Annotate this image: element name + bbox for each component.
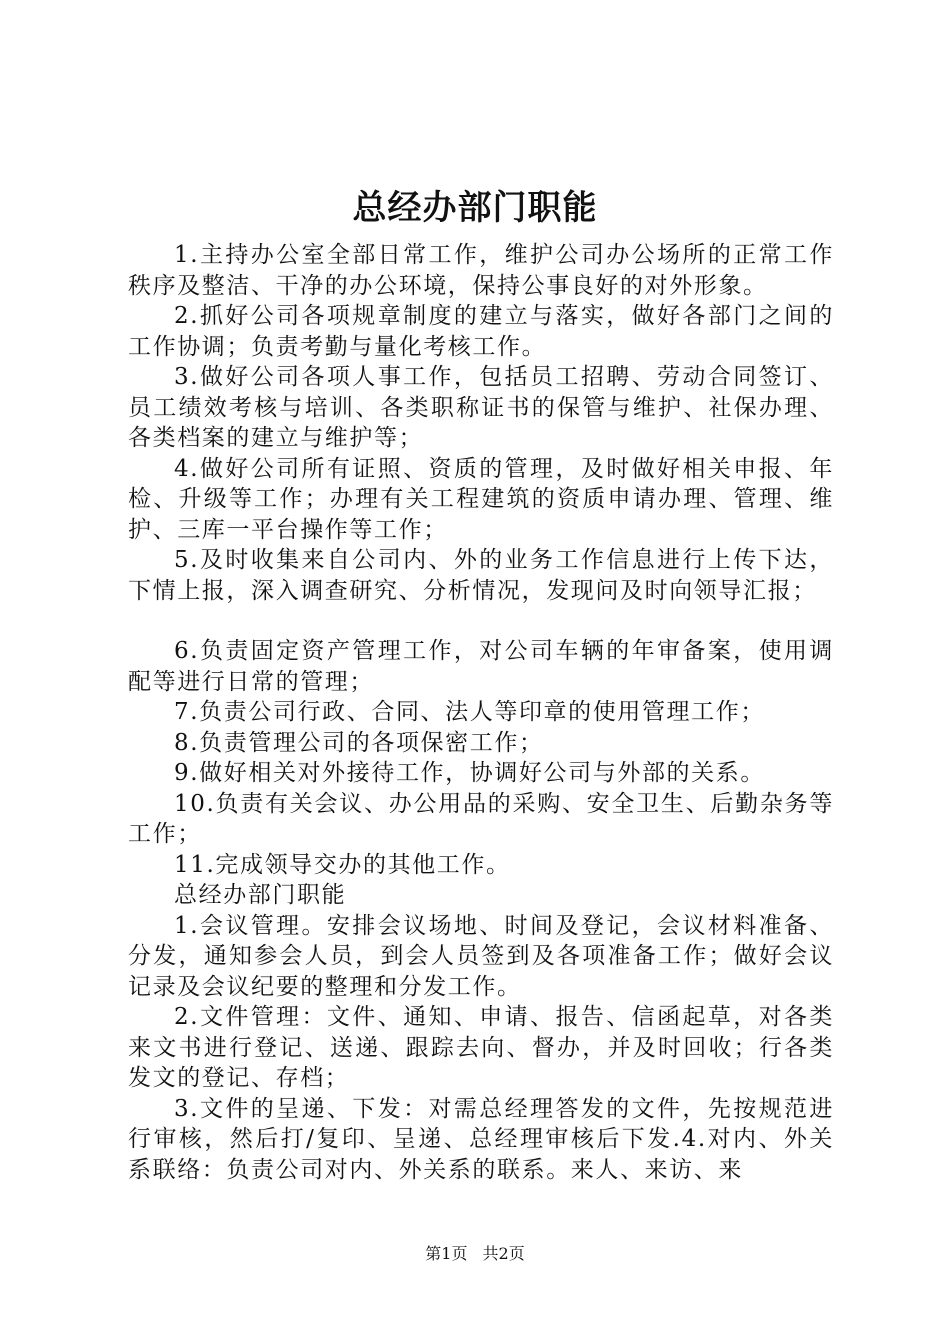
paragraph-10: 10.负责有关会议、办公用品的采购、安全卫生、后勤杂务等工作；	[128, 790, 834, 847]
section-paragraph-1: 1.会议管理。安排会议场地、时间及登记，会议材料准备、分发，通知参会人员，到会人员签到及各项准备工作；做好会议记录及会议纪要的整理和分发工作。	[128, 912, 834, 1000]
paragraph-9: 9.做好相关对外接待工作，协调好公司与外部的关系。	[174, 760, 765, 786]
document-title: 总经办部门职能	[352, 188, 598, 228]
paragraph-3: 3.做好公司各项人事工作，包括员工招聘、劳动合同签订、员工绩效考核与培训、各类职称证书的保管与维护、社保办理、各类档案的建立与维护等；	[128, 364, 834, 451]
paragraph-7: 7.负责公司行政、合同、法人等印章的使用管理工作；	[174, 699, 765, 725]
paragraph-11: 11.完成领导交办的其他工作。	[174, 851, 511, 878]
page-footer	[0, 1244, 950, 1264]
page-number: 第1页	[425, 1244, 468, 1263]
document-body	[128, 240, 834, 1185]
paragraph-4: 4.做好公司所有证照、资质的管理，及时做好相关申报、年检、升级等工作；办理有关工程建筑的资质申请办理、管理、维护、三库一平台操作等工作；	[128, 455, 834, 543]
section-paragraph-2: 2.文件管理：文件、通知、申请、报告、信函起草，对各类来文书进行登记、送递、跟踪去向、督办，并及时回收；行各类发文的登记、存档；	[128, 1004, 834, 1091]
paragraph-6: 6.负责固定资产管理工作，对公司车辆的年审备案，使用调配等进行日常的管理；	[128, 638, 834, 695]
paragraph-8: 8.负责管理公司的各项保密工作；	[174, 729, 544, 756]
paragraph-5: 5.及时收集来自公司内、外的业务工作信息进行上传下达，下情上报，深入调查研究、分析情况，发现问及时向领导汇报；	[128, 547, 834, 604]
section-heading: 总经办部门职能	[174, 882, 347, 908]
page-total: 共2页	[482, 1244, 525, 1263]
paragraph-1: 1.主持办公室全部日常工作，维护公司办公场所的正常工作秩序及整洁、干净的办公环境，保持公事良好的对外形象。	[128, 242, 834, 299]
section-paragraph-3: 3.文件的呈递、下发：对需总经理答发的文件，先按规范进行审核，然后打/复印、呈递、总经理审核后下发.4.对内、外关系联络：负责公司对内、外关系的联系。来人、来访、来	[128, 1095, 834, 1183]
paragraph-2: 2.抓好公司各项规章制度的建立与落实，做好各部门之间的工作协调；负责考勤与量化考核工作。	[128, 303, 834, 360]
